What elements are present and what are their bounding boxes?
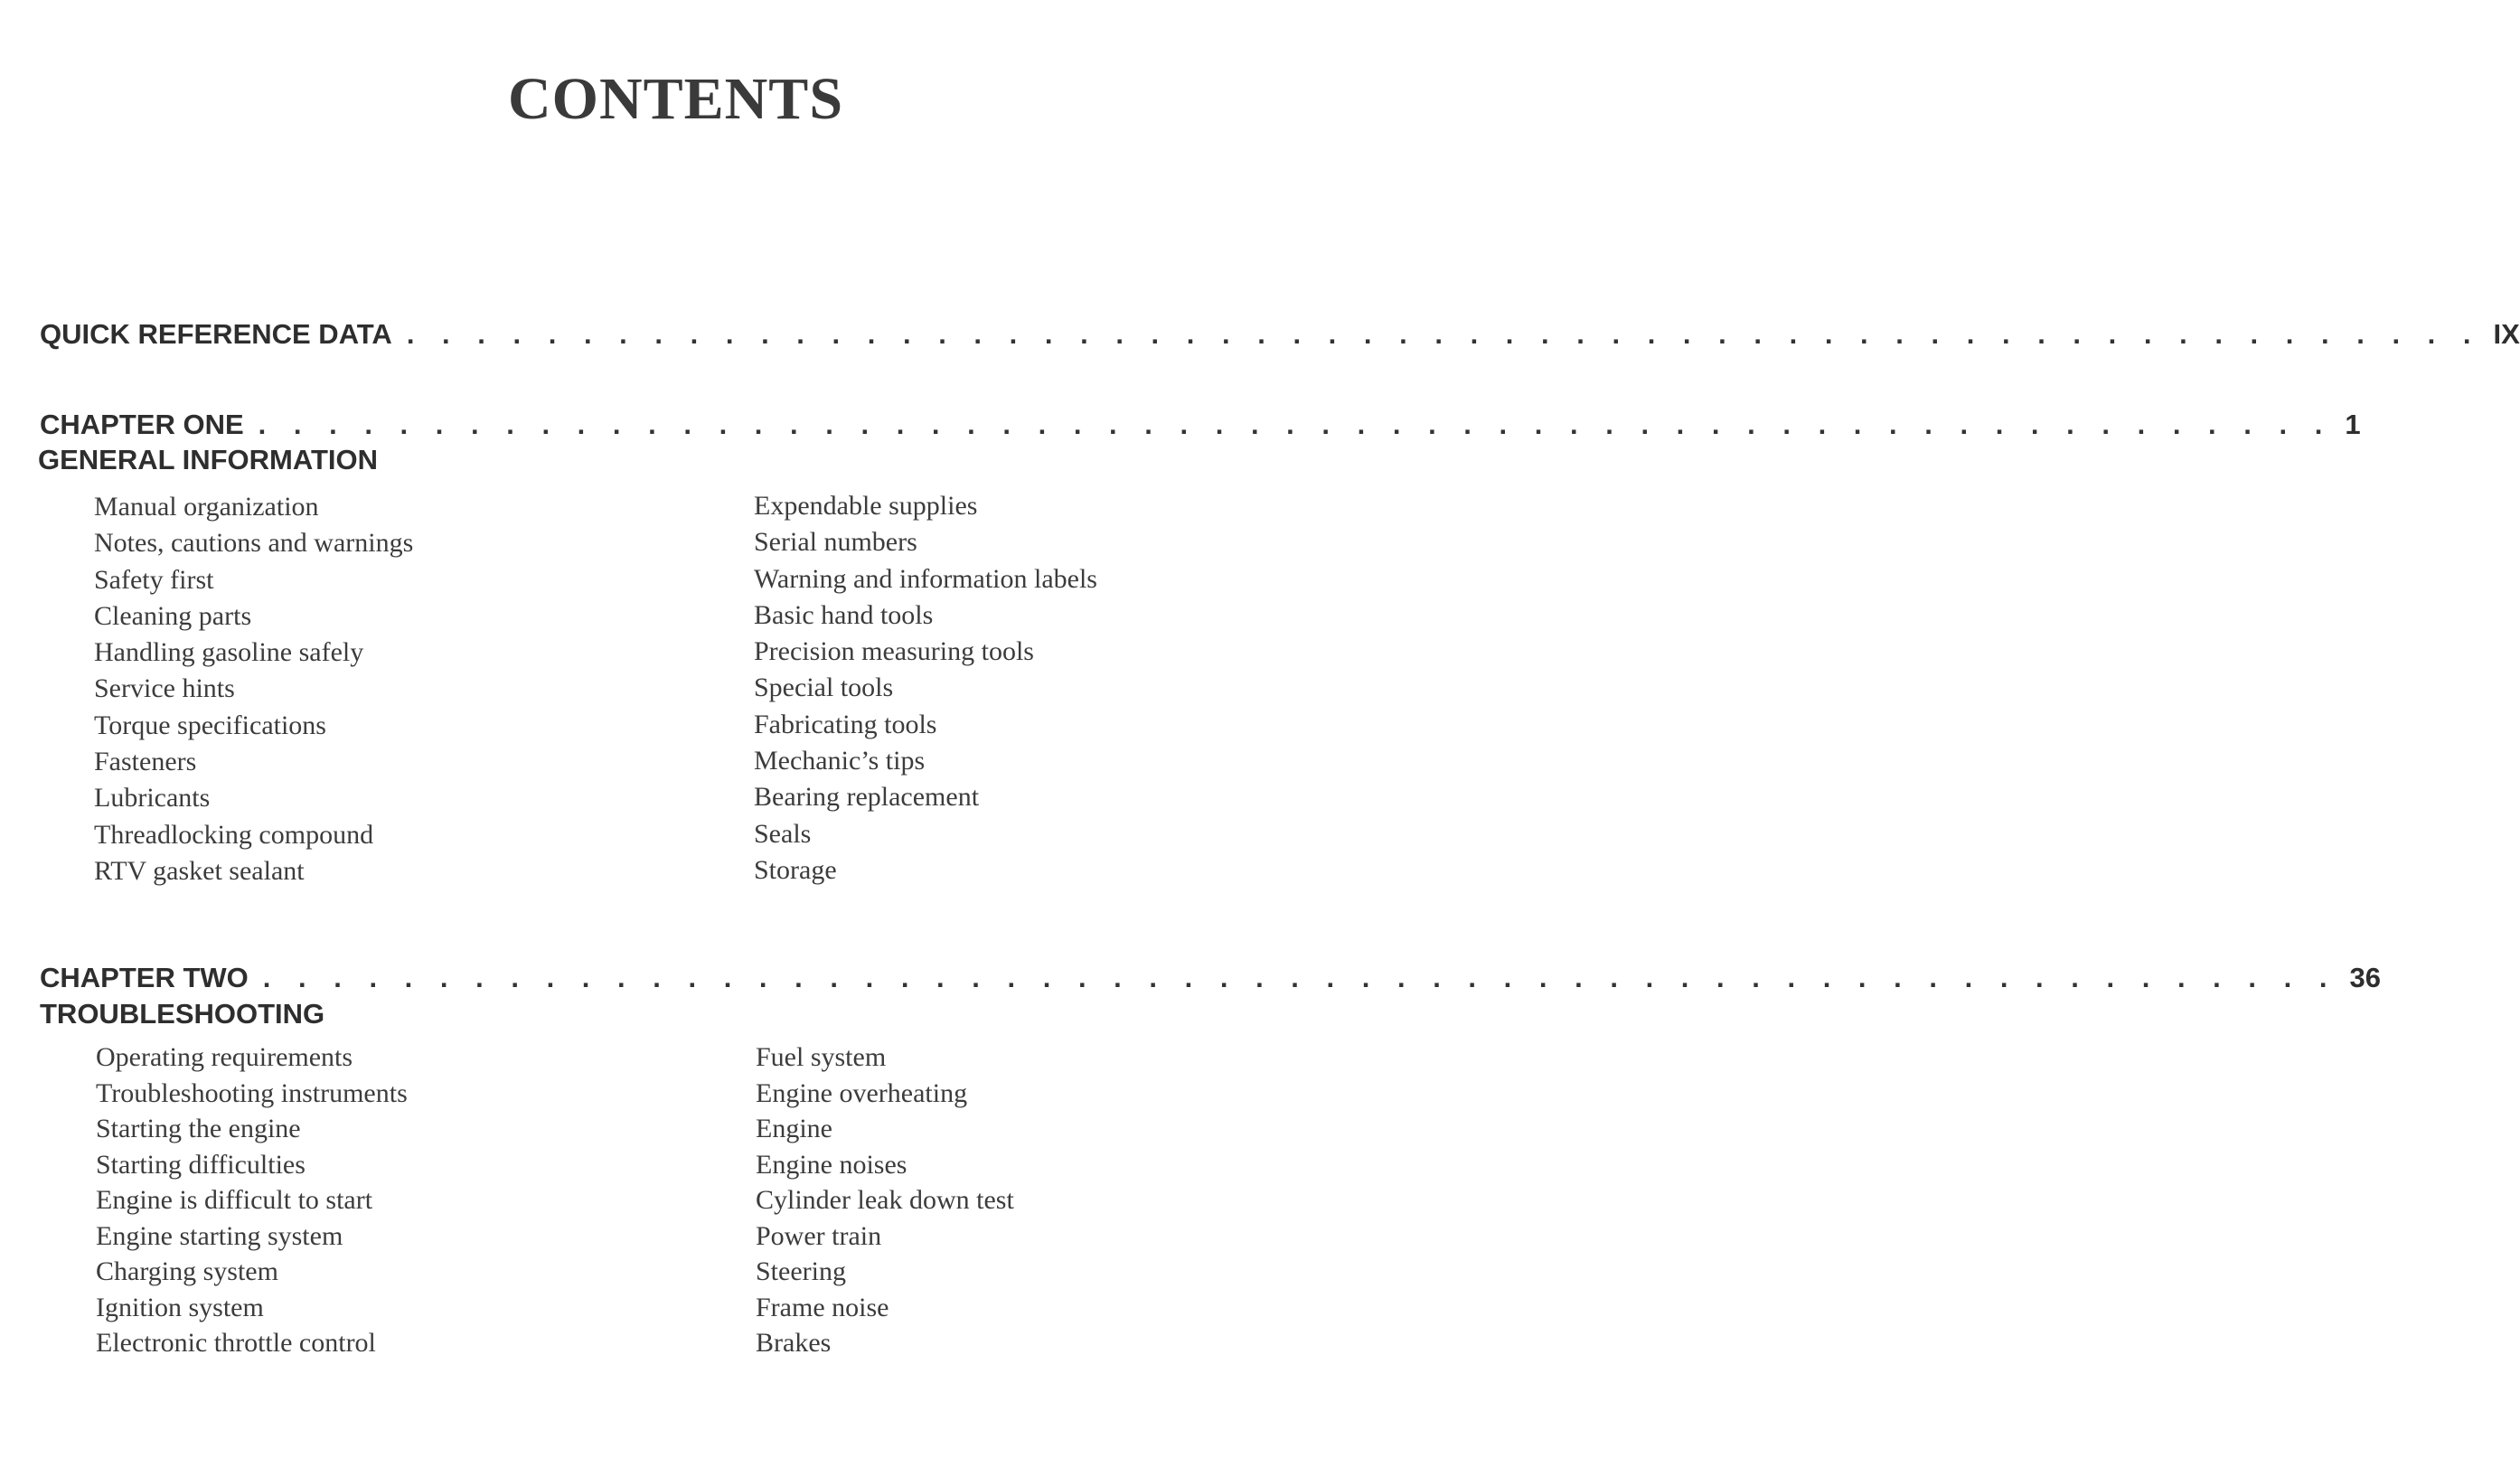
topic-item: Warning and information labels xyxy=(754,563,1097,594)
topic-item: Basic hand tools xyxy=(754,599,934,630)
topic-item: Engine xyxy=(756,1114,832,1143)
toc-entry-label: CHAPTER ONE xyxy=(40,409,244,440)
toc-entry-chapter-one[interactable] xyxy=(40,409,2361,441)
dot-leader: . . . . . . . . . . . . . . . . . . . . . . . . . . . . . . . . . . . . . . . . . . . . . . . . . . . . . . . . . . . xyxy=(258,409,2333,440)
chapter-subtitle: TROUBLESHOOTING xyxy=(40,998,325,1030)
topic-item: Engine overheating xyxy=(756,1077,968,1108)
toc-page-number: 36 xyxy=(2349,962,2381,993)
topic-item: Safety first xyxy=(94,564,214,595)
topic-list-left xyxy=(96,1039,408,1361)
toc-entry-label: QUICK REFERENCE DATA xyxy=(40,318,392,350)
topic-item: Power train xyxy=(756,1220,882,1251)
topic-item: Cleaning parts xyxy=(94,600,252,631)
topic-item: Starting the engine xyxy=(96,1114,301,1143)
chapter-subtitle: GENERAL INFORMATION xyxy=(38,444,379,475)
toc-page-number: 1 xyxy=(2345,409,2361,440)
topic-item: Service hints xyxy=(94,673,235,704)
topic-item: Fuel system xyxy=(756,1042,887,1072)
topic-item: RTV gasket sealant xyxy=(94,855,305,886)
topic-item: Precision measuring tools xyxy=(754,636,1034,667)
topic-list-left xyxy=(94,489,413,889)
topic-item: Handling gasoline safely xyxy=(94,637,364,668)
topic-item: Storage xyxy=(754,854,837,885)
topic-item: Lubricants xyxy=(94,783,211,814)
topic-item: Cylinder leak down test xyxy=(756,1185,1014,1215)
toc-entry-label: CHAPTER TWO xyxy=(40,962,249,993)
topic-item: Fabricating tools xyxy=(754,709,937,739)
topic-list-right xyxy=(754,488,1097,889)
topic-list-right xyxy=(756,1039,1014,1361)
dot-leader: . . . . . . . . . . . . . . . . . . . . . . . . . . . . . . . . . . . . . . . . . . . . . . . . . . . . . . . . . . . xyxy=(262,962,2337,993)
topic-item: Bearing replacement xyxy=(754,782,980,813)
topic-item: Electronic throttle control xyxy=(96,1328,376,1358)
topic-item: Starting difficulties xyxy=(96,1149,306,1180)
topic-item: Engine noises xyxy=(756,1149,907,1180)
topic-item: Operating requirements xyxy=(96,1042,353,1072)
topic-item: Troubleshooting instruments xyxy=(96,1077,408,1108)
topic-item: Engine is difficult to start xyxy=(96,1185,373,1215)
topic-item: Steering xyxy=(756,1256,846,1286)
toc-entry-quick-reference[interactable] xyxy=(40,318,2520,351)
page-title: CONTENTS xyxy=(507,66,844,133)
topic-item: Mechanic’s tips xyxy=(754,746,926,776)
topic-item: Ignition system xyxy=(96,1292,264,1322)
topic-item: Manual organization xyxy=(94,492,319,522)
toc-entry-chapter-two[interactable] xyxy=(40,962,2381,994)
topic-item: Expendable supplies xyxy=(754,491,978,521)
topic-item: Torque specifications xyxy=(94,710,326,740)
topic-item: Engine starting system xyxy=(96,1220,343,1251)
topic-item: Threadlocking compound xyxy=(94,819,374,850)
topic-item: Charging system xyxy=(96,1256,278,1286)
toc-page-number: IX xyxy=(2493,318,2520,350)
topic-item: Special tools xyxy=(754,673,894,703)
topic-item: Serial numbers xyxy=(754,527,917,558)
topic-item: Notes, cautions and warnings xyxy=(94,528,414,559)
topic-item: Seals xyxy=(754,818,812,849)
topic-item: Frame noise xyxy=(756,1292,889,1322)
topic-item: Brakes xyxy=(756,1328,832,1358)
topic-item: Fasteners xyxy=(94,747,197,777)
dot-leader: . . . . . . . . . . . . . . . . . . . . . . . . . . . . . . . . . . . . . . . . . . . . . . . . . . . . . . . . . . . xyxy=(406,318,2481,350)
